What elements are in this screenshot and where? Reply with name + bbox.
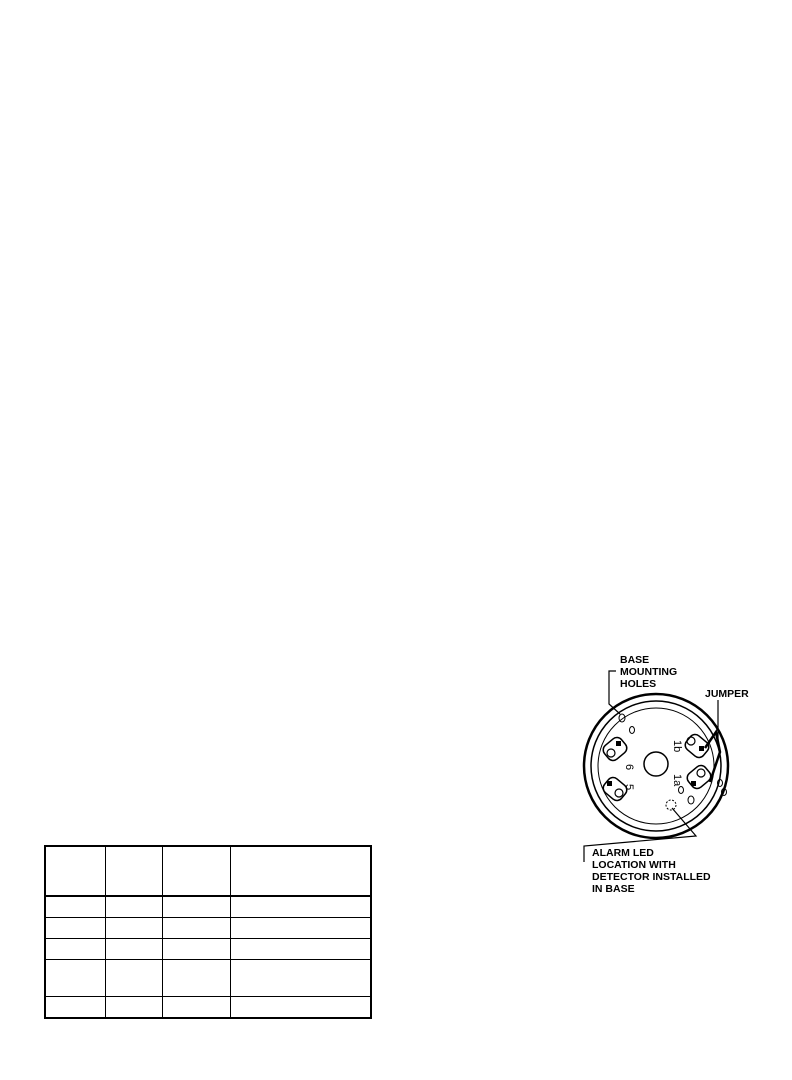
table-cell bbox=[231, 846, 372, 896]
terminal-1b-label: 1b bbox=[671, 740, 683, 753]
alarm-led-label: ALARM LED LOCATION WITH DETECTOR INSTALLED IN BASE bbox=[592, 847, 711, 895]
table-cell bbox=[163, 939, 231, 960]
table-row bbox=[45, 997, 371, 1019]
terminal-6-label: 6 bbox=[623, 764, 635, 771]
base-plate-ring bbox=[598, 708, 714, 824]
table-row bbox=[45, 960, 371, 997]
base-outer-ring bbox=[584, 694, 728, 838]
table-cell bbox=[45, 896, 106, 918]
table-cell bbox=[231, 960, 372, 997]
table-cell bbox=[45, 918, 106, 939]
table-cell bbox=[106, 918, 163, 939]
jumper-label: JUMPER bbox=[705, 688, 749, 700]
detector-base-diagram bbox=[560, 640, 792, 910]
table-cell bbox=[45, 846, 106, 896]
table-cell bbox=[163, 918, 231, 939]
terminal-5-label: 5 bbox=[623, 784, 635, 791]
table-cell bbox=[106, 997, 163, 1019]
base-mounting-holes-label: BASE MOUNTING HOLES bbox=[620, 654, 678, 690]
table-cell bbox=[45, 939, 106, 960]
table-cell bbox=[106, 896, 163, 918]
table-header-row bbox=[45, 846, 371, 896]
mounting-hole bbox=[688, 796, 694, 804]
table-cell bbox=[45, 997, 106, 1019]
table-cell bbox=[45, 960, 106, 997]
center-hole bbox=[644, 752, 668, 776]
alarm-led-location bbox=[666, 800, 676, 810]
table-cell bbox=[231, 896, 372, 918]
wiring-table-grid bbox=[44, 845, 372, 1019]
table-cell bbox=[106, 846, 163, 896]
wiring-table bbox=[44, 845, 372, 1019]
table-row bbox=[45, 918, 371, 939]
table-cell bbox=[231, 918, 372, 939]
table-cell bbox=[163, 997, 231, 1019]
table-row bbox=[45, 896, 371, 918]
terminal-1a-screw bbox=[685, 763, 713, 791]
table-cell bbox=[231, 939, 372, 960]
mounting-hole bbox=[630, 727, 635, 734]
terminal-1a-label: 1a bbox=[671, 774, 683, 787]
table-cell bbox=[163, 960, 231, 997]
table-cell bbox=[106, 960, 163, 997]
table-cell bbox=[231, 997, 372, 1019]
table-row bbox=[45, 939, 371, 960]
table-cell bbox=[163, 896, 231, 918]
mounting-hole bbox=[679, 787, 684, 794]
table-cell bbox=[163, 846, 231, 896]
table-cell bbox=[106, 939, 163, 960]
